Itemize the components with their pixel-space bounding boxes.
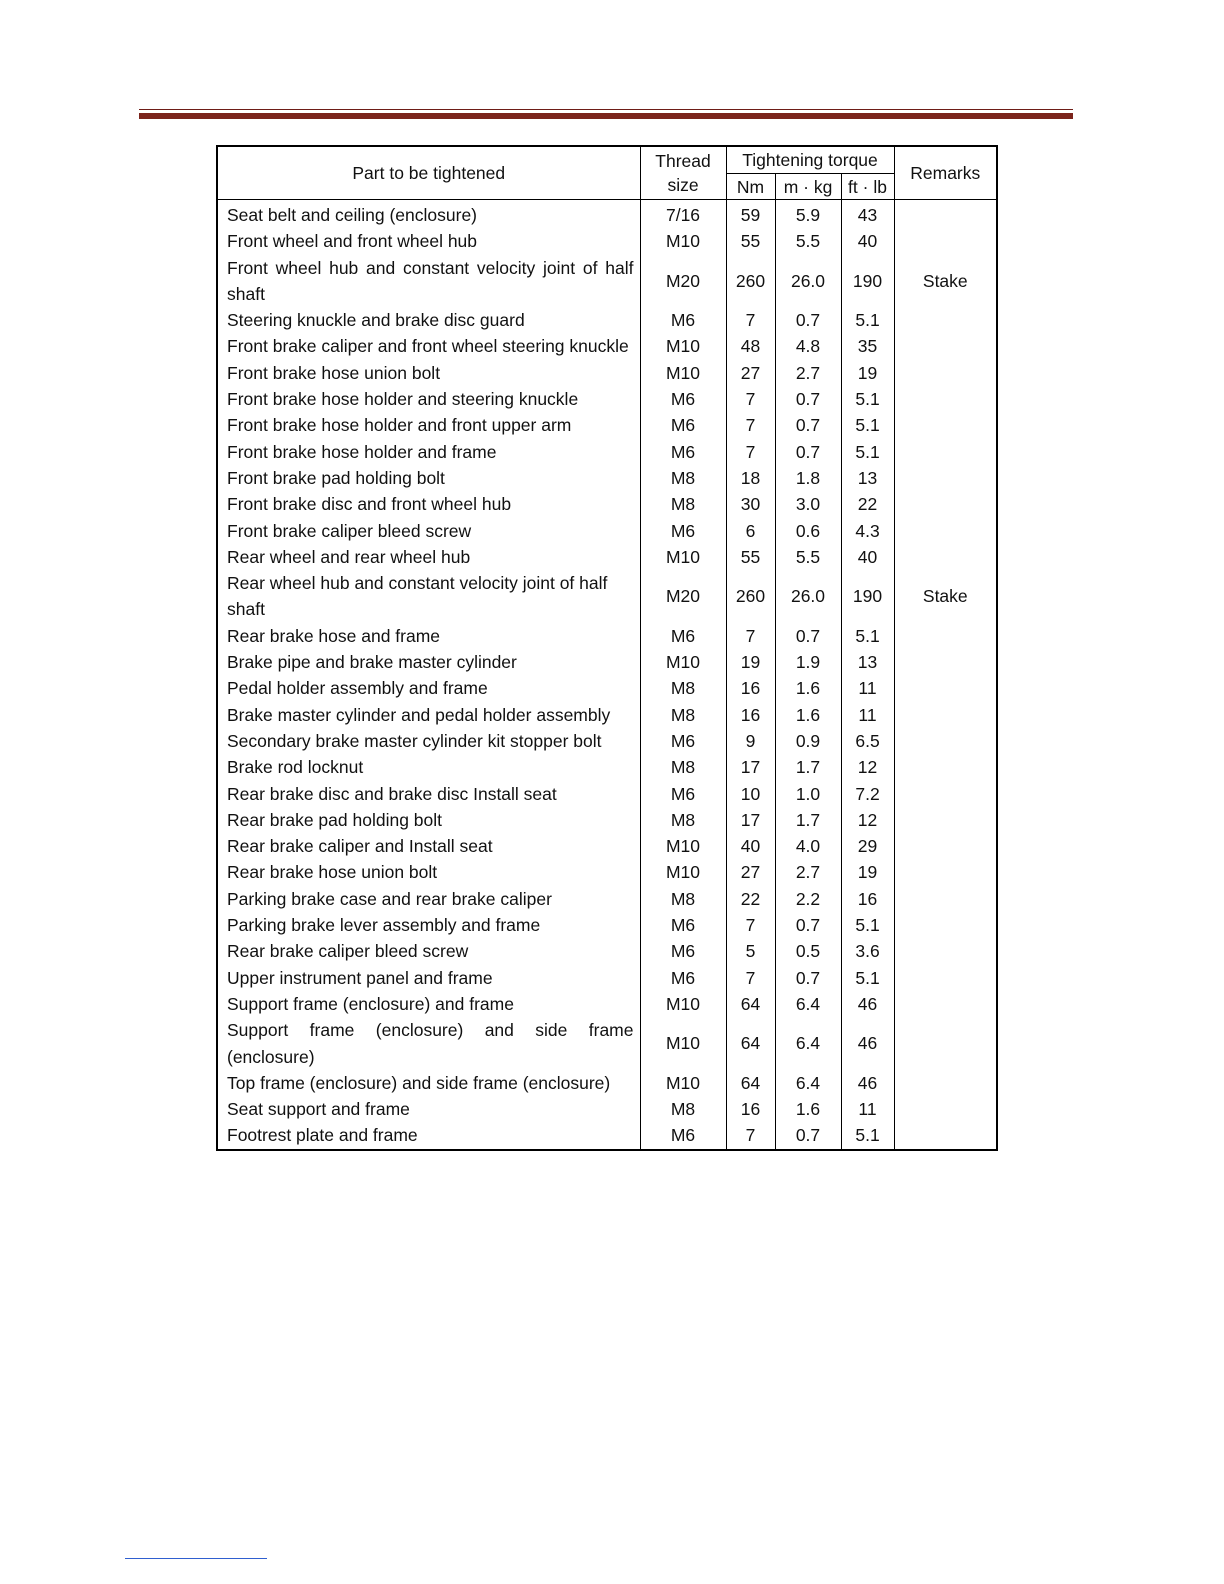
- torque-ftlb-cell: 40: [841, 228, 894, 254]
- torque-ftlb-cell: 35: [841, 333, 894, 359]
- remarks-cell: [894, 200, 997, 229]
- torque-mkg-cell: 0.7: [775, 912, 841, 938]
- torque-ftlb-cell: 5.1: [841, 912, 894, 938]
- part-cell: Pedal holder assembly and frame: [217, 675, 640, 701]
- remarks-cell: [894, 754, 997, 780]
- torque-nm-cell: 55: [726, 228, 775, 254]
- torque-ftlb-cell: 5.1: [841, 307, 894, 333]
- remarks-cell: [894, 439, 997, 465]
- table-row: [217, 859, 997, 885]
- thread-size-cell: M10: [640, 360, 726, 386]
- part-cell: Steering knuckle and brake disc guard: [217, 307, 640, 333]
- header-tightening-torque: Tightening torque: [726, 146, 894, 174]
- part-cell: Parking brake case and rear brake caliper: [217, 886, 640, 912]
- part-cell: Front wheel and front wheel hub: [217, 228, 640, 254]
- thread-size-cell: M6: [640, 518, 726, 544]
- thread-size-cell: M10: [640, 228, 726, 254]
- thread-size-cell: M8: [640, 491, 726, 517]
- table-row: [217, 544, 997, 570]
- torque-nm-cell: 7: [726, 386, 775, 412]
- torque-nm-cell: 7: [726, 1122, 775, 1149]
- part-cell: Front brake hose holder and front upper arm: [217, 412, 640, 438]
- thread-size-cell: M6: [640, 307, 726, 333]
- remarks-cell: [894, 386, 997, 412]
- part-cell: Brake master cylinder and pedal holder assembly: [217, 702, 640, 728]
- part-cell: Rear brake hose and frame: [217, 623, 640, 649]
- torque-nm-cell: 16: [726, 1096, 775, 1122]
- table-row: [217, 360, 997, 386]
- part-cell: Seat belt and ceiling (enclosure): [217, 200, 640, 229]
- thread-size-cell: M10: [640, 833, 726, 859]
- torque-mkg-cell: 1.6: [775, 1096, 841, 1122]
- header-unit-ftlb: ft · lb: [841, 174, 894, 200]
- remarks-cell: [894, 518, 997, 544]
- remarks-cell: [894, 623, 997, 649]
- header-thread-size: [640, 146, 726, 200]
- remarks-cell: [894, 307, 997, 333]
- table-row: [217, 570, 997, 623]
- table-row: [217, 886, 997, 912]
- torque-nm-cell: 30: [726, 491, 775, 517]
- remarks-cell: Stake: [894, 570, 997, 623]
- thread-size-cell: M6: [640, 412, 726, 438]
- thread-size-cell: M10: [640, 1017, 726, 1070]
- thread-size-cell: M10: [640, 544, 726, 570]
- thread-size-cell: M10: [640, 1070, 726, 1096]
- torque-mkg-cell: 0.7: [775, 439, 841, 465]
- thread-size-cell: M8: [640, 465, 726, 491]
- remarks-cell: [894, 886, 997, 912]
- torque-nm-cell: 64: [726, 991, 775, 1017]
- remarks-cell: [894, 781, 997, 807]
- thread-size-cell: M20: [640, 570, 726, 623]
- part-cell: Front wheel hub and constant velocity joint of half shaft: [217, 255, 640, 308]
- remarks-cell: [894, 544, 997, 570]
- table-row: [217, 412, 997, 438]
- header-remarks: Remarks: [894, 146, 997, 200]
- torque-ftlb-cell: 11: [841, 1096, 894, 1122]
- torque-ftlb-cell: 4.3: [841, 518, 894, 544]
- part-cell: Footrest plate and frame: [217, 1122, 640, 1149]
- thread-size-cell: M8: [640, 1096, 726, 1122]
- remarks-cell: [894, 412, 997, 438]
- table-row: [217, 702, 997, 728]
- torque-nm-cell: 7: [726, 623, 775, 649]
- table-row: [217, 833, 997, 859]
- table-row: [217, 754, 997, 780]
- part-cell: Upper instrument panel and frame: [217, 965, 640, 991]
- thread-size-cell: M6: [640, 728, 726, 754]
- remarks-cell: [894, 859, 997, 885]
- remarks-cell: [894, 1122, 997, 1149]
- remarks-cell: [894, 938, 997, 964]
- torque-ftlb-cell: 43: [841, 200, 894, 229]
- footer-rule: [125, 1558, 267, 1559]
- remarks-cell: [894, 465, 997, 491]
- thread-size-cell: M8: [640, 702, 726, 728]
- header-rule-thick-line: [139, 113, 1073, 119]
- torque-nm-cell: 16: [726, 702, 775, 728]
- torque-mkg-cell: 4.8: [775, 333, 841, 359]
- torque-mkg-cell: 5.5: [775, 544, 841, 570]
- torque-mkg-cell: 3.0: [775, 491, 841, 517]
- torque-mkg-cell: 1.9: [775, 649, 841, 675]
- part-cell: Rear brake hose union bolt: [217, 859, 640, 885]
- torque-mkg-cell: 0.7: [775, 386, 841, 412]
- part-cell: Secondary brake master cylinder kit stopper bolt: [217, 728, 640, 754]
- remarks-cell: [894, 675, 997, 701]
- part-cell: Front brake hose holder and frame: [217, 439, 640, 465]
- remarks-cell: [894, 1096, 997, 1122]
- thread-size-cell: M6: [640, 1122, 726, 1149]
- torque-ftlb-cell: 13: [841, 465, 894, 491]
- thread-size-cell: 7/16: [640, 200, 726, 229]
- torque-ftlb-cell: 5.1: [841, 1122, 894, 1149]
- part-cell: Rear brake pad holding bolt: [217, 807, 640, 833]
- torque-ftlb-cell: 5.1: [841, 965, 894, 991]
- torque-mkg-cell: 2.7: [775, 859, 841, 885]
- torque-ftlb-cell: 46: [841, 991, 894, 1017]
- torque-nm-cell: 7: [726, 439, 775, 465]
- thread-size-cell: M10: [640, 859, 726, 885]
- part-cell: Front brake caliper and front wheel steering knuckle: [217, 333, 640, 359]
- part-cell: Brake pipe and brake master cylinder: [217, 649, 640, 675]
- torque-mkg-cell: 5.9: [775, 200, 841, 229]
- remarks-cell: [894, 360, 997, 386]
- part-cell: Top frame (enclosure) and side frame (enclosure): [217, 1070, 640, 1096]
- table-row: [217, 307, 997, 333]
- table-row: [217, 255, 997, 308]
- torque-ftlb-cell: 5.1: [841, 623, 894, 649]
- torque-ftlb-cell: 11: [841, 675, 894, 701]
- table-row: [217, 649, 997, 675]
- remarks-cell: [894, 1070, 997, 1096]
- table-row: [217, 333, 997, 359]
- part-cell: Front brake caliper bleed screw: [217, 518, 640, 544]
- part-cell: Rear brake caliper bleed screw: [217, 938, 640, 964]
- table-row: [217, 491, 997, 517]
- torque-ftlb-cell: 40: [841, 544, 894, 570]
- header-thread-line1: Thread: [655, 151, 711, 171]
- table-row: [217, 965, 997, 991]
- thread-size-cell: M10: [640, 991, 726, 1017]
- torque-nm-cell: 55: [726, 544, 775, 570]
- torque-ftlb-cell: 16: [841, 886, 894, 912]
- torque-mkg-cell: 1.6: [775, 675, 841, 701]
- table-row: [217, 1122, 997, 1149]
- thread-size-cell: M10: [640, 649, 726, 675]
- torque-nm-cell: 5: [726, 938, 775, 964]
- part-cell: Front brake disc and front wheel hub: [217, 491, 640, 517]
- torque-mkg-cell: 0.7: [775, 1122, 841, 1149]
- table-body: [217, 200, 997, 1150]
- torque-nm-cell: 59: [726, 200, 775, 229]
- torque-ftlb-cell: 6.5: [841, 728, 894, 754]
- remarks-cell: [894, 649, 997, 675]
- part-cell: Front brake pad holding bolt: [217, 465, 640, 491]
- torque-ftlb-cell: 190: [841, 570, 894, 623]
- torque-nm-cell: 10: [726, 781, 775, 807]
- torque-ftlb-cell: 12: [841, 807, 894, 833]
- table-row: [217, 228, 997, 254]
- header-rule: [139, 109, 1073, 119]
- torque-ftlb-cell: 29: [841, 833, 894, 859]
- torque-ftlb-cell: 12: [841, 754, 894, 780]
- table-row: [217, 912, 997, 938]
- torque-ftlb-cell: 13: [841, 649, 894, 675]
- torque-nm-cell: 22: [726, 886, 775, 912]
- remarks-cell: [894, 833, 997, 859]
- torque-ftlb-cell: 7.2: [841, 781, 894, 807]
- torque-ftlb-cell: 19: [841, 859, 894, 885]
- torque-ftlb-cell: 19: [841, 360, 894, 386]
- tightening-torque-table: [216, 145, 998, 1151]
- remarks-cell: [894, 728, 997, 754]
- table-row: [217, 439, 997, 465]
- part-cell: Parking brake lever assembly and frame: [217, 912, 640, 938]
- thread-size-cell: M8: [640, 754, 726, 780]
- torque-nm-cell: 260: [726, 570, 775, 623]
- part-cell: Rear brake caliper and Install seat: [217, 833, 640, 859]
- part-cell: Seat support and frame: [217, 1096, 640, 1122]
- remarks-cell: [894, 1017, 997, 1070]
- torque-nm-cell: 9: [726, 728, 775, 754]
- table-row: [217, 200, 997, 229]
- torque-nm-cell: 48: [726, 333, 775, 359]
- torque-mkg-cell: 1.6: [775, 702, 841, 728]
- remarks-cell: [894, 912, 997, 938]
- torque-nm-cell: 7: [726, 307, 775, 333]
- table-row: [217, 386, 997, 412]
- table-row: [217, 518, 997, 544]
- torque-ftlb-cell: 46: [841, 1070, 894, 1096]
- table-row: [217, 991, 997, 1017]
- torque-mkg-cell: 1.0: [775, 781, 841, 807]
- thread-size-cell: M10: [640, 333, 726, 359]
- torque-ftlb-cell: 5.1: [841, 439, 894, 465]
- remarks-cell: Stake: [894, 255, 997, 308]
- torque-nm-cell: 27: [726, 859, 775, 885]
- thread-size-cell: M8: [640, 886, 726, 912]
- part-cell: Brake rod locknut: [217, 754, 640, 780]
- table-row: [217, 1070, 997, 1096]
- table-row: [217, 675, 997, 701]
- torque-nm-cell: 16: [726, 675, 775, 701]
- torque-mkg-cell: 1.8: [775, 465, 841, 491]
- torque-nm-cell: 260: [726, 255, 775, 308]
- torque-mkg-cell: 0.5: [775, 938, 841, 964]
- table-row: [217, 807, 997, 833]
- part-cell: Support frame (enclosure) and side frame (enclosure): [217, 1017, 640, 1070]
- thread-size-cell: M8: [640, 675, 726, 701]
- remarks-cell: [894, 991, 997, 1017]
- torque-mkg-cell: 6.4: [775, 1017, 841, 1070]
- thread-size-cell: M6: [640, 439, 726, 465]
- torque-mkg-cell: 5.5: [775, 228, 841, 254]
- torque-mkg-cell: 1.7: [775, 754, 841, 780]
- remarks-cell: [894, 228, 997, 254]
- torque-nm-cell: 7: [726, 912, 775, 938]
- torque-ftlb-cell: 22: [841, 491, 894, 517]
- torque-nm-cell: 19: [726, 649, 775, 675]
- torque-mkg-cell: 26.0: [775, 255, 841, 308]
- torque-ftlb-cell: 11: [841, 702, 894, 728]
- remarks-cell: [894, 333, 997, 359]
- table-row: [217, 465, 997, 491]
- header-part: Part to be tightened: [217, 146, 640, 200]
- torque-mkg-cell: 6.4: [775, 991, 841, 1017]
- torque-mkg-cell: 0.7: [775, 623, 841, 649]
- torque-mkg-cell: 0.6: [775, 518, 841, 544]
- remarks-cell: [894, 965, 997, 991]
- thread-size-cell: M6: [640, 623, 726, 649]
- torque-nm-cell: 27: [726, 360, 775, 386]
- torque-nm-cell: 17: [726, 807, 775, 833]
- torque-ftlb-cell: 3.6: [841, 938, 894, 964]
- thread-size-cell: M6: [640, 912, 726, 938]
- table-row: [217, 781, 997, 807]
- torque-mkg-cell: 0.9: [775, 728, 841, 754]
- thread-size-cell: M6: [640, 938, 726, 964]
- torque-mkg-cell: 0.7: [775, 965, 841, 991]
- thread-size-cell: M8: [640, 807, 726, 833]
- table-row: [217, 1096, 997, 1122]
- header-thread-line2: size: [667, 175, 699, 195]
- torque-nm-cell: 64: [726, 1017, 775, 1070]
- torque-nm-cell: 7: [726, 412, 775, 438]
- table-row: [217, 728, 997, 754]
- thread-size-cell: M20: [640, 255, 726, 308]
- torque-mkg-cell: 6.4: [775, 1070, 841, 1096]
- part-cell: Rear wheel hub and constant velocity joint of half shaft: [217, 570, 640, 623]
- torque-mkg-cell: 1.7: [775, 807, 841, 833]
- part-cell: Front brake hose union bolt: [217, 360, 640, 386]
- torque-nm-cell: 40: [726, 833, 775, 859]
- torque-mkg-cell: 0.7: [775, 412, 841, 438]
- remarks-cell: [894, 702, 997, 728]
- torque-ftlb-cell: 5.1: [841, 412, 894, 438]
- torque-mkg-cell: 2.2: [775, 886, 841, 912]
- thread-size-cell: M6: [640, 386, 726, 412]
- header-unit-nm: Nm: [726, 174, 775, 200]
- torque-mkg-cell: 0.7: [775, 307, 841, 333]
- torque-mkg-cell: 2.7: [775, 360, 841, 386]
- torque-mkg-cell: 4.0: [775, 833, 841, 859]
- header-unit-mkg: m · kg: [775, 174, 841, 200]
- table-row: [217, 1017, 997, 1070]
- remarks-cell: [894, 807, 997, 833]
- remarks-cell: [894, 491, 997, 517]
- torque-mkg-cell: 26.0: [775, 570, 841, 623]
- table-row: [217, 623, 997, 649]
- part-cell: Rear brake disc and brake disc Install seat: [217, 781, 640, 807]
- torque-ftlb-cell: 190: [841, 255, 894, 308]
- torque-nm-cell: 64: [726, 1070, 775, 1096]
- table-row: [217, 938, 997, 964]
- part-cell: Rear wheel and rear wheel hub: [217, 544, 640, 570]
- torque-nm-cell: 17: [726, 754, 775, 780]
- torque-ftlb-cell: 5.1: [841, 386, 894, 412]
- torque-nm-cell: 18: [726, 465, 775, 491]
- torque-nm-cell: 7: [726, 965, 775, 991]
- part-cell: Front brake hose holder and steering knuckle: [217, 386, 640, 412]
- torque-ftlb-cell: 46: [841, 1017, 894, 1070]
- torque-nm-cell: 6: [726, 518, 775, 544]
- part-cell: Support frame (enclosure) and frame: [217, 991, 640, 1017]
- thread-size-cell: M6: [640, 781, 726, 807]
- thread-size-cell: M6: [640, 965, 726, 991]
